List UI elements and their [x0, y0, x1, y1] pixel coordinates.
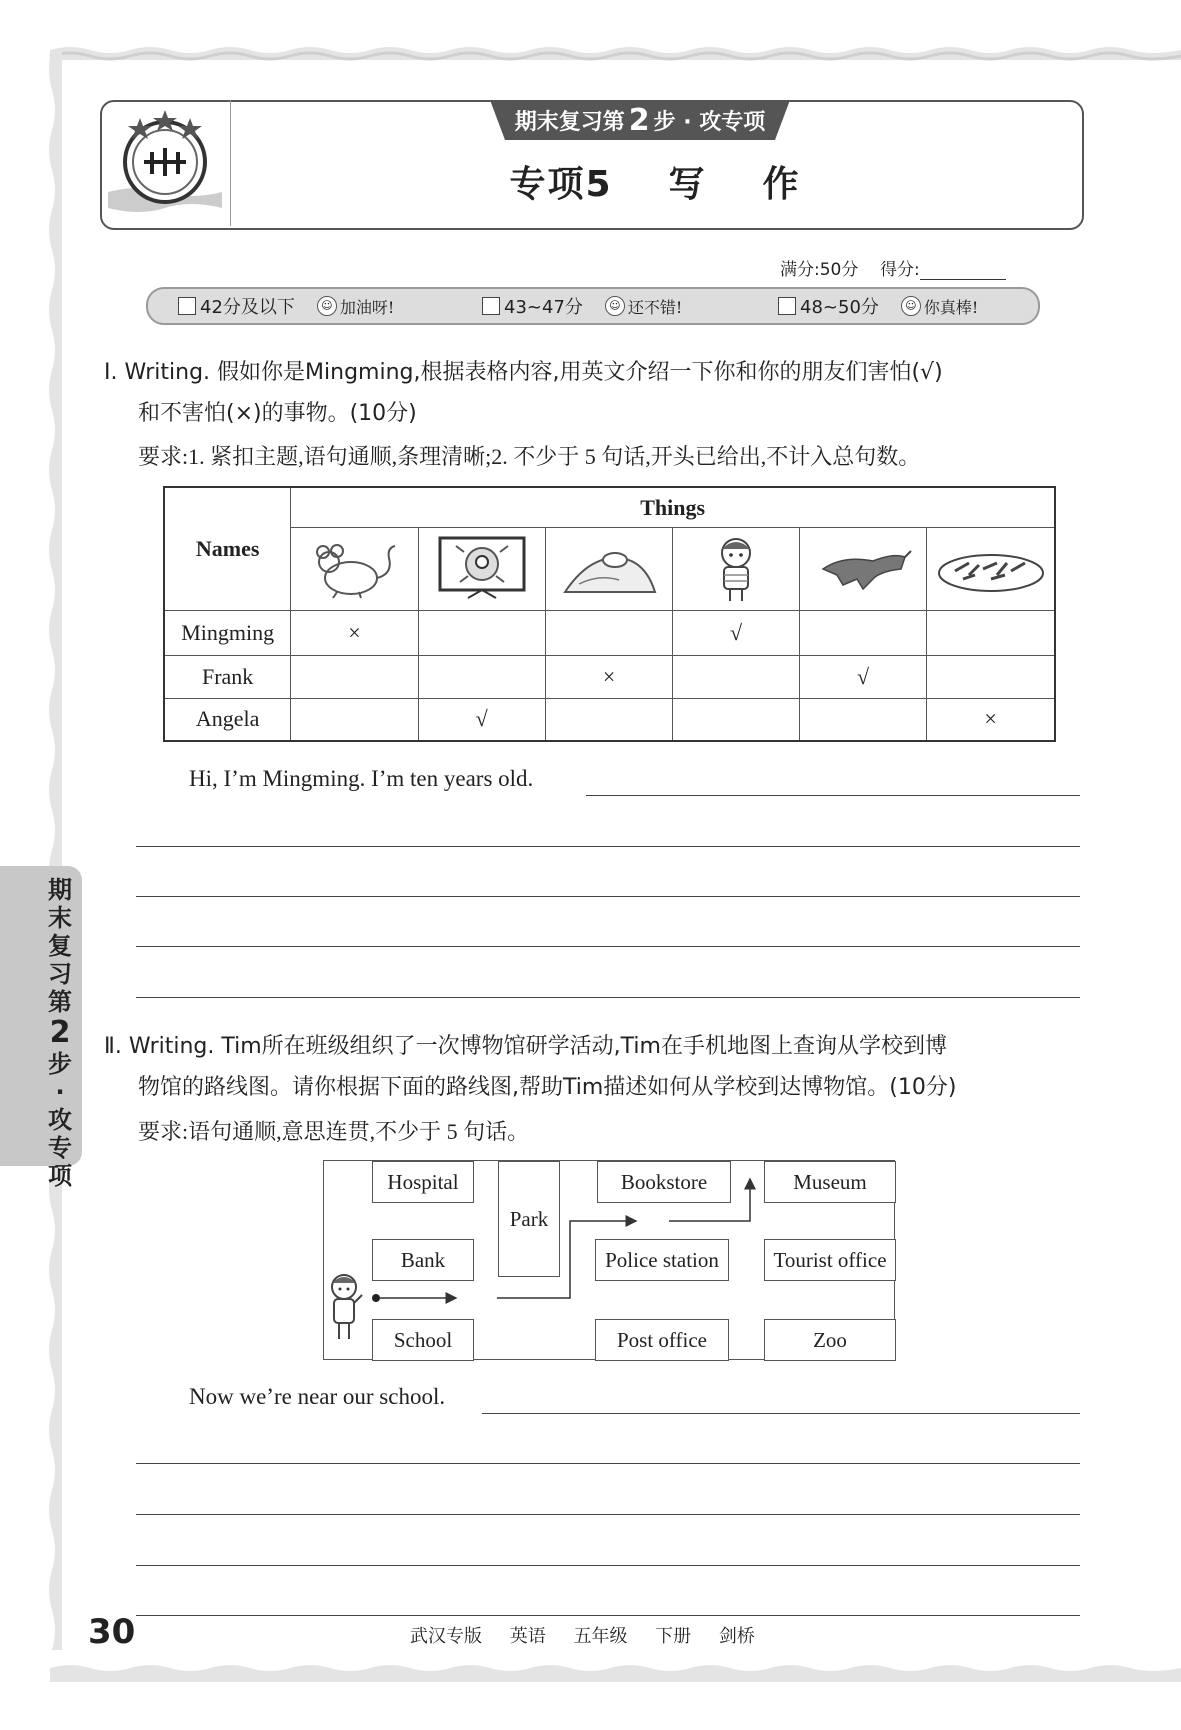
map-hospital: Hospital — [372, 1161, 474, 1203]
table-cell — [927, 611, 1055, 656]
smiley-face-icon: ☺ — [317, 296, 337, 316]
q1-line-1: Ⅰ. Writing. 假如你是Mingming,根据表格内容,用英文介绍一下你和你的朋友们害怕(√) — [104, 360, 943, 385]
rating-checkbox-2[interactable] — [482, 297, 500, 315]
side-tab-before: 期末复习第 — [48, 876, 72, 1016]
map-bank: Bank — [372, 1239, 474, 1281]
thing-picture-cell — [291, 528, 418, 611]
table-cell — [545, 698, 672, 741]
rating-comment-1: 加油呀! — [339, 297, 395, 317]
plate-of-food-icon — [935, 541, 1047, 597]
rating-comment-3: 你真棒! — [923, 297, 979, 317]
side-tab-step: 2 — [49, 1015, 71, 1050]
table-cell: √ — [799, 656, 926, 699]
wavy-frame-bottom — [0, 1660, 1181, 1730]
table-row — [164, 611, 1055, 656]
footer-info: 武汉专版 英语 五年级 下册 剑桥 — [410, 1626, 755, 1647]
things-table — [163, 486, 1056, 742]
table-cell: √ — [673, 611, 800, 656]
page-number: 30 — [88, 1612, 136, 1652]
thing-picture-cell — [418, 528, 545, 611]
table-row — [164, 656, 1055, 699]
section-name-1: 写 — [668, 163, 707, 205]
rating-range-1: 42分及以下 — [200, 297, 295, 318]
thing-picture-cell — [799, 528, 926, 611]
map-museum: Museum — [764, 1161, 896, 1203]
banner-suffix: 步 · 攻专项 — [653, 109, 766, 135]
rating-range-3: 48~50分 — [800, 297, 879, 318]
table-cell — [673, 656, 800, 699]
writing-line[interactable] — [586, 795, 1080, 796]
table-cell — [291, 698, 418, 741]
writing-line[interactable] — [136, 946, 1080, 947]
map-school: School — [372, 1319, 474, 1361]
side-tab-text — [40, 876, 80, 1190]
map-tourist-office: Tourist office — [764, 1239, 896, 1281]
rating-checkbox-1[interactable] — [178, 297, 196, 315]
rating-option-2 — [482, 289, 732, 323]
thing-picture-cell — [673, 528, 800, 611]
q2-requirement: 要求:语句通顺,意思连贯,不少于 5 句话。 — [138, 1119, 530, 1144]
dog-icon — [813, 539, 913, 599]
thing-picture-cell — [927, 528, 1055, 611]
map-zoo: Zoo — [764, 1319, 896, 1361]
bed-under-blanket-icon — [559, 534, 659, 604]
writing-line[interactable] — [136, 1514, 1080, 1515]
writing-line[interactable] — [136, 896, 1080, 897]
writing-line[interactable] — [482, 1413, 1080, 1414]
rating-option-1 — [178, 289, 448, 323]
table-cell — [673, 698, 800, 741]
writing-line[interactable] — [136, 1565, 1080, 1566]
mouse-icon — [309, 534, 399, 604]
tim-boy-icon — [326, 1271, 364, 1345]
writing-line[interactable] — [136, 1615, 1080, 1616]
row-name: Frank — [164, 656, 291, 699]
q1-requirement: 要求:1. 紧扣主题,语句通顺,条理清晰;2. 不少于 5 句话,开头已给出,不计入总句数。 — [138, 444, 921, 469]
logo-area — [100, 100, 231, 226]
rating-bar — [146, 287, 1040, 325]
map-bookstore: Bookstore — [597, 1161, 731, 1203]
monster-on-tv-icon — [434, 534, 530, 604]
banner-prefix: 期末复习第 — [514, 109, 625, 135]
section-title — [230, 152, 1080, 210]
rating-checkbox-3[interactable] — [778, 297, 796, 315]
got-score-label: 得分: — [879, 260, 920, 280]
smiley-face-icon: ☺ — [901, 296, 921, 316]
rating-comment-2: 还不错! — [627, 297, 683, 317]
writing-line[interactable] — [136, 1463, 1080, 1464]
section-name-2: 作 — [762, 163, 801, 205]
map-post-office: Post office — [595, 1319, 729, 1361]
route-map — [323, 1160, 895, 1360]
wavy-frame-top — [0, 0, 1181, 64]
smiley-face-icon: ☺ — [605, 296, 625, 316]
q1-line-2: 和不害怕(×)的事物。(10分) — [138, 401, 417, 426]
table-cell: × — [545, 656, 672, 699]
side-tab-after: 步·攻专项 — [48, 1050, 72, 1190]
rating-range-2: 43~47分 — [504, 297, 583, 318]
full-score: 满分:50分 — [780, 260, 859, 280]
table-cell — [418, 656, 545, 699]
names-header: Names — [164, 487, 291, 611]
row-name: Mingming — [164, 611, 291, 656]
score-line — [780, 255, 1040, 281]
q2-start-sentence: Now we’re near our school. — [189, 1384, 446, 1409]
step-banner-text — [490, 101, 790, 139]
map-park: Park — [498, 1161, 560, 1277]
table-row — [164, 698, 1055, 741]
writing-line[interactable] — [136, 997, 1080, 998]
table-cell — [418, 611, 545, 656]
section-label: 专项5 — [509, 163, 613, 205]
table-cell: √ — [418, 698, 545, 741]
table-cell: × — [927, 698, 1055, 741]
row-name: Angela — [164, 698, 291, 741]
boy-icon — [706, 533, 766, 605]
table-cell: × — [291, 611, 418, 656]
route-arrows — [324, 1161, 894, 1359]
things-header: Things — [291, 487, 1055, 528]
thing-picture-cell — [545, 528, 672, 611]
table-cell — [927, 656, 1055, 699]
q2-line-1: Ⅱ. Writing. Tim所在班级组织了一次博物馆研学活动,Tim在手机地图上查询从学校到博 — [104, 1034, 947, 1059]
publisher-logo-icon — [100, 100, 230, 226]
table-cell — [545, 611, 672, 656]
banner-step: 2 — [628, 102, 650, 138]
table-cell — [291, 656, 418, 699]
table-cell — [799, 611, 926, 656]
rating-option-3 — [778, 289, 1028, 323]
table-cell — [799, 698, 926, 741]
writing-line[interactable] — [136, 846, 1080, 847]
wavy-frame-left — [0, 0, 70, 1730]
map-police-station: Police station — [595, 1239, 729, 1281]
q1-start-sentence: Hi, I’m Mingming. I’m ten years old. — [189, 766, 534, 791]
q2-line-2: 物馆的路线图。请你根据下面的路线图,帮助Tim描述如何从学校到达博物馆。(10分) — [138, 1075, 957, 1100]
score-blank[interactable] — [920, 261, 1006, 280]
